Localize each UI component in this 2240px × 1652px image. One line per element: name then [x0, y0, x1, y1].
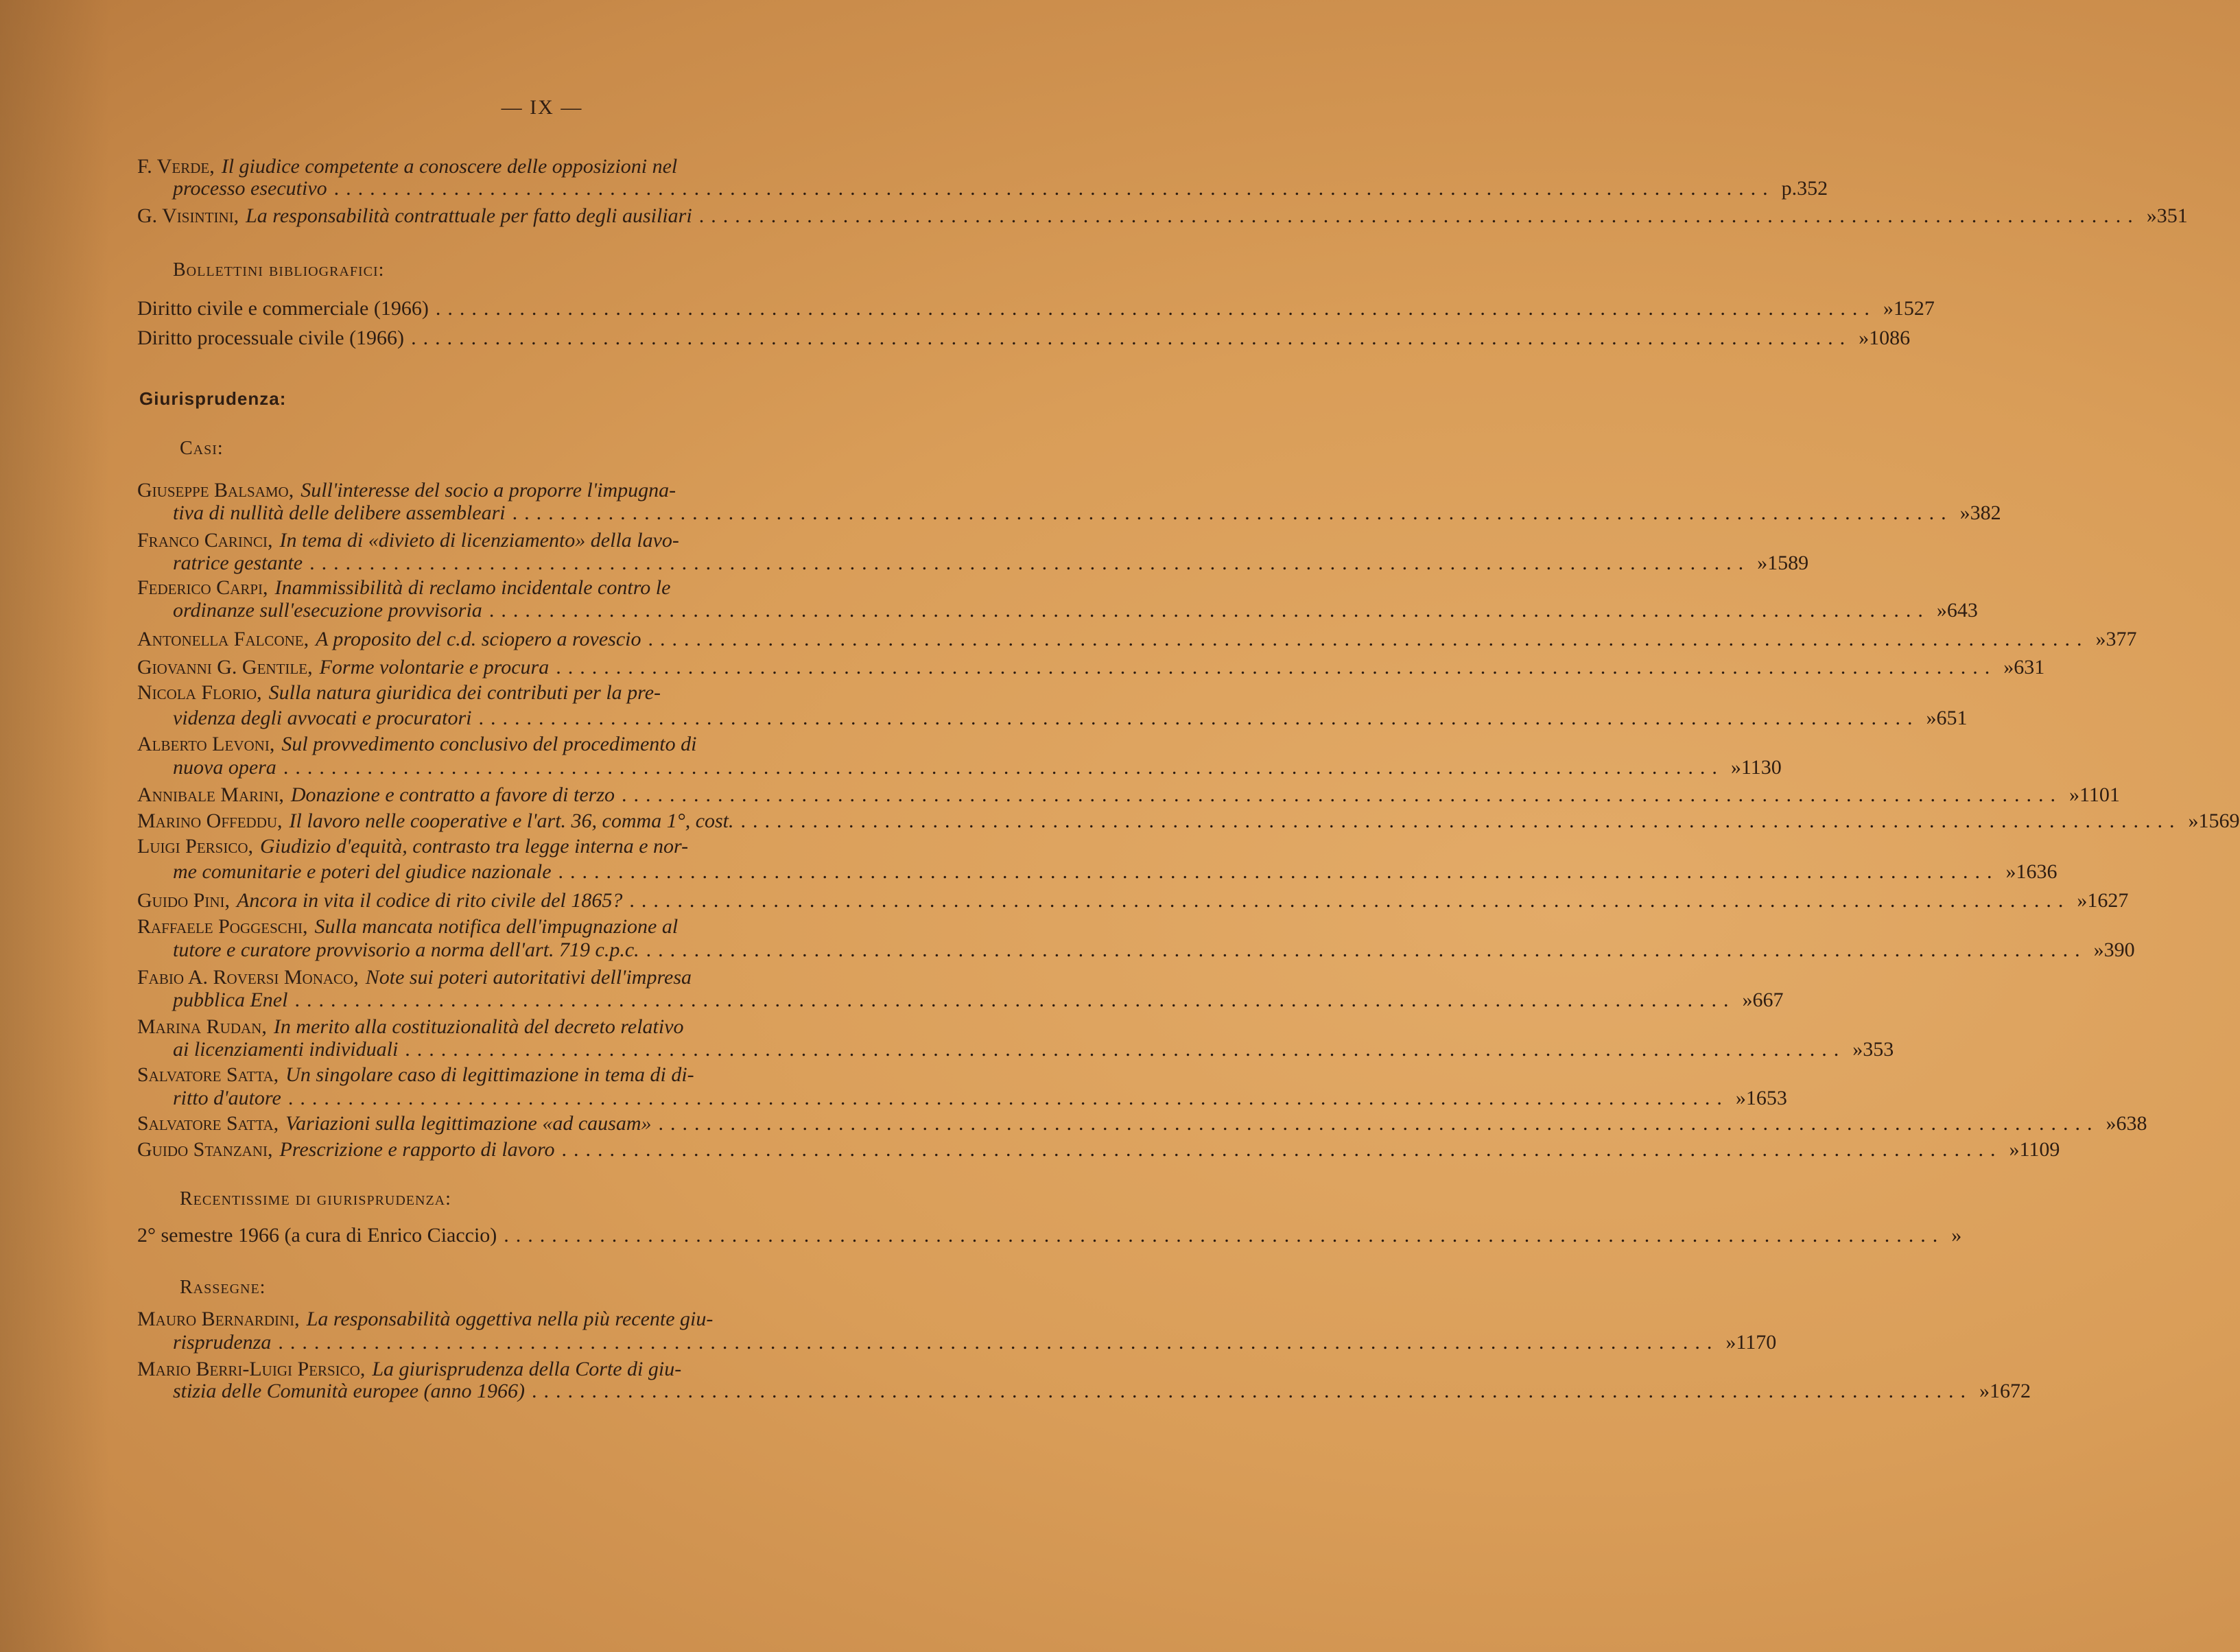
- entry-title: tiva di nullità delle delibere assembleari: [173, 502, 506, 524]
- page-marker: »: [2095, 628, 2106, 650]
- dot-leader: ........................................................................................................................: [646, 939, 2087, 961]
- dot-leader: ........................................................................................................................: [504, 1224, 1945, 1247]
- page-number-folio: — IX —: [501, 96, 583, 119]
- page-marker: »: [1979, 1380, 1990, 1402]
- entry-page-number: 1589: [1767, 552, 1809, 574]
- toc-entry-line: [137, 681, 923, 705]
- section-heading-recentissime: Recentissime di giurisprudenza:: [180, 1188, 451, 1210]
- toc-entry-line: [137, 529, 923, 552]
- dot-leader: ........................................................................................................................: [556, 656, 1997, 678]
- entry-author: Annibale Marini,: [137, 783, 284, 806]
- entry-title: La giurisprudenza della Corte di giu-: [372, 1358, 682, 1380]
- page-marker: »: [1959, 502, 1970, 524]
- toc-entry-line: [173, 707, 1968, 730]
- toc-entry-line: [137, 297, 1935, 320]
- entry-author: Federico Carpi,: [137, 576, 268, 599]
- entry-page-number: 353: [1863, 1038, 1894, 1061]
- entry-title: risprudenza: [173, 1331, 272, 1354]
- entry-author: Salvatore Satta,: [137, 1063, 279, 1086]
- entry-page-number: 352: [1797, 177, 1828, 200]
- dot-leader: ........................................................................................................................: [532, 1380, 1972, 1402]
- toc-entry-line: [137, 915, 923, 939]
- dot-leader: ........................................................................................................................: [294, 989, 1736, 1011]
- entry-page-number: 1636: [2016, 860, 2058, 883]
- page-marker: »: [1883, 297, 1894, 320]
- entry-page-number: 667: [1752, 989, 1784, 1011]
- toc-entry-line: [137, 889, 2129, 912]
- entry-author: Nicola Florio,: [137, 681, 262, 704]
- dot-leader: ........................................................................................................................: [411, 327, 1852, 349]
- toc-entry-line: [137, 1224, 1962, 1247]
- entry-author: Giovanni G. Gentile,: [137, 656, 313, 678]
- page-marker: »: [1735, 1087, 1746, 1109]
- toc-entry-line: [137, 733, 923, 756]
- entry-author: Alberto Levoni,: [137, 733, 275, 755]
- page-marker: »: [1926, 707, 1937, 729]
- page-marker: »: [2093, 939, 2104, 961]
- entry-title: A proposito del c.d. sciopero a rovescio: [316, 628, 641, 650]
- entry-author: G. Visintini,: [137, 204, 239, 227]
- dot-leader: ........................................................................................................................: [558, 860, 1999, 883]
- entry-author: Marina Rudan,: [137, 1015, 267, 1038]
- section-heading-rassegne: Rassegne:: [180, 1277, 266, 1298]
- section-heading-giurisprudenza: Giurisprudenza:: [139, 388, 287, 409]
- entry-page-number: 1130: [1741, 756, 1782, 779]
- entry-title: Diritto processuale civile (1966): [137, 327, 405, 349]
- entry-author: Fabio A. Roversi Monaco,: [137, 966, 359, 989]
- toc-entry-line: [173, 1331, 1777, 1354]
- entry-title: Sul provvedimento conclusivo del procedimento di: [281, 733, 697, 755]
- toc-entry-line: [137, 1063, 923, 1087]
- entry-page-number: 1086: [1869, 327, 1911, 349]
- page-marker: »: [1951, 1224, 1962, 1247]
- entry-title: Sulla natura giuridica dei contributi per la pre-: [268, 681, 661, 704]
- section-heading-bollettini: Bollettini bibliografici:: [173, 259, 385, 281]
- entry-author: Franco Carinci,: [137, 529, 273, 552]
- page-marker: »: [2069, 783, 2079, 806]
- entry-author: Giuseppe Balsamo,: [137, 479, 294, 502]
- entry-author: Antonella Falcone,: [137, 628, 309, 650]
- entry-title: nuova opera: [173, 756, 276, 779]
- page-marker: p.: [1781, 177, 1797, 200]
- toc-entry-line: [137, 628, 2137, 651]
- page-marker: »: [1757, 552, 1768, 574]
- entry-page-number: 1569: [2198, 810, 2240, 832]
- page-marker: »: [1730, 756, 1741, 779]
- entry-title: ai licenziamenti individuali: [173, 1038, 399, 1061]
- toc-entry-line: [173, 1380, 2031, 1403]
- toc-entry-line: [137, 810, 2240, 833]
- entry-page-number: 1170: [1736, 1331, 1777, 1354]
- entry-title: Il lavoro nelle cooperative e l'art. 36, comma 1°, cost.: [289, 810, 734, 832]
- toc-entry-line: [173, 599, 1978, 622]
- entry-author: Luigi Persico,: [137, 835, 254, 858]
- dot-leader: ........................................................................................................................: [478, 707, 1920, 729]
- toc-entry-line: [137, 1308, 923, 1331]
- entry-title: Prescrizione e rapporto di lavoro: [279, 1138, 555, 1161]
- entry-title: pubblica Enel: [173, 989, 288, 1011]
- toc-entry-line: [137, 479, 923, 502]
- dot-leader: ........................................................................................................................: [740, 810, 2182, 832]
- toc-entry-line: [173, 177, 1828, 200]
- dot-leader: ........................................................................................................................: [309, 552, 1751, 574]
- entry-page-number: 1672: [1990, 1380, 2031, 1402]
- page-marker: »: [2009, 1138, 2020, 1161]
- toc-entry-line: [137, 966, 923, 989]
- toc-entry-line: [137, 835, 923, 858]
- entry-page-number: 351: [2156, 204, 2188, 227]
- entry-title: tutore e curatore provvisorio a norma dell'art. 719 c.p.c.: [173, 939, 639, 961]
- entry-title: Inammissibilità di reclamo incidentale contro le: [274, 576, 671, 599]
- entry-author: Guido Pini,: [137, 889, 230, 912]
- toc-entry-line: [173, 939, 2135, 962]
- entry-title: Sull'interesse del socio a proporre l'impugna-: [300, 479, 676, 502]
- toc-entry-line: [137, 656, 2045, 679]
- entry-title: In tema di «divieto di licenziamento» della lavo-: [279, 529, 679, 552]
- entry-title: me comunitarie e poteri del giudice nazionale: [173, 860, 552, 883]
- toc-entry-line: [137, 1358, 923, 1381]
- toc-entry-line: [173, 860, 2058, 884]
- page-marker: »: [1725, 1331, 1736, 1354]
- entry-page-number: 643: [1946, 599, 1978, 622]
- dot-leader: ........................................................................................................................: [333, 177, 1775, 200]
- entry-author: Salvatore Satta,: [137, 1112, 279, 1135]
- entry-title: La responsabilità contrattuale per fatto degli ausiliari: [246, 204, 692, 227]
- page-marker: »: [2005, 860, 2016, 883]
- entry-author: Mauro Bernardini,: [137, 1308, 300, 1330]
- entry-page-number: 631: [2014, 656, 2045, 678]
- section-heading-casi: Casi:: [180, 438, 224, 459]
- entry-page-number: 1101: [2079, 783, 2120, 806]
- dot-leader: ........................................................................................................................: [488, 599, 1930, 622]
- entry-title: Un singolare caso di legittimazione in tema di di-: [285, 1063, 694, 1086]
- page-marker: »: [2077, 889, 2088, 912]
- entry-title: Il giudice competente a conoscere delle opposizioni nel: [221, 155, 678, 178]
- entry-title: Note sui poteri autoritativi dell'impresa: [365, 966, 692, 989]
- entry-title: ordinanze sull'esecuzione provvisoria: [173, 599, 482, 622]
- entry-author: Mario Berri-Luigi Persico,: [137, 1358, 366, 1380]
- entry-title: In merito alla costituzionalità del decreto relativo: [273, 1015, 684, 1038]
- dot-leader: ........................................................................................................................: [629, 889, 2071, 912]
- entry-author: Marino Offeddu,: [137, 810, 283, 832]
- toc-entry-line: [137, 783, 2120, 807]
- entry-page-number: 638: [2116, 1112, 2147, 1135]
- entry-title: videnza degli avvocati e procuratori: [173, 707, 472, 729]
- page-marker: »: [1936, 599, 1947, 622]
- entry-title: Diritto civile e commerciale (1966): [137, 297, 429, 320]
- toc-entry-line: [173, 756, 1782, 779]
- page-marker: »: [2146, 204, 2157, 227]
- toc-entry-line: [137, 1015, 923, 1039]
- page-marker: »: [1859, 327, 1870, 349]
- toc-entry-line: [137, 155, 923, 178]
- page-marker: »: [2106, 1112, 2117, 1135]
- entry-author: Raffaele Poggeschi,: [137, 915, 308, 938]
- dot-leader: ........................................................................................................................: [648, 628, 2089, 650]
- entry-author: Guido Stanzani,: [137, 1138, 273, 1161]
- toc-entry-line: [137, 1138, 2060, 1161]
- entry-title: ratrice gestante: [173, 552, 303, 574]
- entry-title: Giudizio d'equità, contrasto tra legge interna e nor-: [260, 835, 689, 858]
- entry-page-number: 651: [1936, 707, 1968, 729]
- dot-leader: ........................................................................................................................: [561, 1138, 2003, 1161]
- entry-page-number: 1627: [2087, 889, 2129, 912]
- entry-title: 2° semestre 1966 (a cura di Enrico Ciaccio): [137, 1224, 497, 1247]
- entry-title: Variazioni sulla legittimazione «ad causam»: [285, 1112, 652, 1135]
- toc-entry-line: [137, 327, 1911, 350]
- dot-leader: ........................................................................................................................: [512, 502, 1953, 524]
- page-marker: »: [2188, 810, 2199, 832]
- entry-page-number: 377: [2106, 628, 2137, 650]
- entry-page-number: 1653: [1745, 1087, 1787, 1109]
- entry-page-number: 1527: [1893, 297, 1935, 320]
- toc-entry-line: [173, 1038, 1894, 1061]
- toc-entry-line: [173, 502, 2001, 525]
- page-marker: »: [2003, 656, 2014, 678]
- entry-title: stizia delle Comunità europee (anno 1966): [173, 1380, 525, 1402]
- entry-title: ritto d'autore: [173, 1087, 281, 1109]
- dot-leader: ........................................................................................................................: [405, 1038, 1846, 1061]
- entry-page-number: 390: [2103, 939, 2135, 961]
- dot-leader: ........................................................................................................................: [622, 783, 2062, 806]
- entry-title: Forme volontarie e procura: [319, 656, 550, 678]
- toc-entry-line: [173, 989, 1784, 1012]
- entry-title: Sulla mancata notifica dell'impugnazione al: [314, 915, 679, 938]
- entry-page-number: 382: [1970, 502, 2001, 524]
- dot-leader: ........................................................................................................................: [435, 297, 1876, 320]
- dot-leader: ........................................................................................................................: [658, 1112, 2099, 1135]
- entry-author: F. Verde,: [137, 155, 215, 178]
- entry-title: La responsabilità oggettiva nella più recente giu-: [306, 1308, 714, 1330]
- dot-leader: ........................................................................................................................: [698, 204, 2140, 227]
- toc-entry-line: [137, 204, 2188, 228]
- entry-page-number: 1109: [2019, 1138, 2060, 1161]
- toc-entry-line: [173, 1087, 1787, 1110]
- page-shadow: [0, 0, 110, 1652]
- page-marker: »: [1742, 989, 1753, 1011]
- toc-entry-line: [137, 1112, 2147, 1135]
- dot-leader: ........................................................................................................................: [283, 756, 1724, 779]
- toc-entry-line: [173, 552, 1809, 575]
- entry-title: Donazione e contratto a favore di terzo: [290, 783, 615, 806]
- dot-leader: ........................................................................................................................: [278, 1331, 1719, 1354]
- toc-entry-line: [137, 576, 923, 600]
- entry-title: Ancora in vita il codice di rito civile del 1865?: [237, 889, 623, 912]
- dot-leader: ........................................................................................................................: [287, 1087, 1729, 1109]
- entry-title: processo esecutivo: [173, 177, 327, 200]
- page-marker: »: [1852, 1038, 1863, 1061]
